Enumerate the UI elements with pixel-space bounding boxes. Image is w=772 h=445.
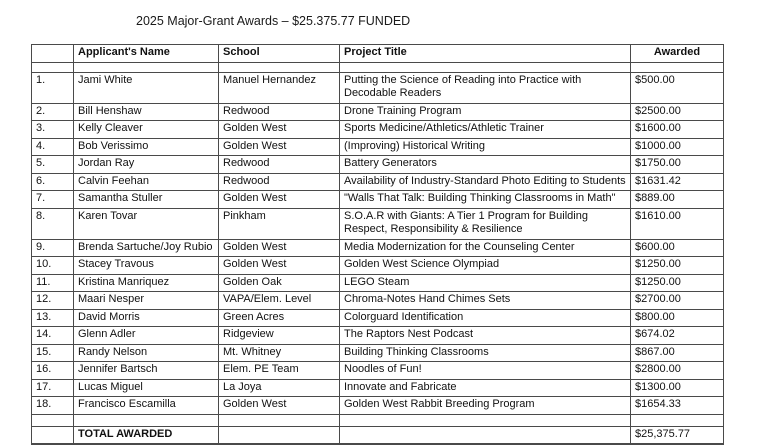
table-row [32, 257, 724, 275]
col-header-awarded: Awarded [631, 45, 724, 63]
school-cell: Golden West [219, 121, 340, 139]
table-row [32, 191, 724, 209]
school-cell: Green Acres [219, 309, 340, 327]
table-body [32, 72, 724, 414]
applicant-name-cell: Glenn Adler [74, 327, 219, 345]
row-number-cell: 4. [32, 138, 74, 156]
awarded-cell: $889.00 [631, 191, 724, 209]
applicant-name-cell: Bill Henshaw [74, 103, 219, 121]
project-title-cell: (Improving) Historical Writing [340, 138, 631, 156]
awarded-cell: $1631.42 [631, 173, 724, 191]
col-header-school: School [219, 45, 340, 63]
row-number-cell: 12. [32, 292, 74, 310]
row-number-cell: 10. [32, 257, 74, 275]
awarded-cell: $1000.00 [631, 138, 724, 156]
project-title-cell: Chroma-Notes Hand Chimes Sets [340, 292, 631, 310]
total-amount: $25,375.77 [631, 426, 724, 444]
applicant-name-cell: Jordan Ray [74, 156, 219, 174]
applicant-name-cell: Francisco Escamilla [74, 397, 219, 415]
applicant-name-cell: Jennifer Bartsch [74, 362, 219, 380]
applicant-name-cell: Bob Verissimo [74, 138, 219, 156]
total-row [32, 426, 724, 444]
col-header-applicant: Applicant's Name [74, 45, 219, 63]
page-title: 2025 Major-Grant Awards – $25.375.77 FUNDED [136, 14, 411, 28]
project-title-cell: Innovate and Fabricate [340, 379, 631, 397]
awarded-cell: $2800.00 [631, 362, 724, 380]
awarded-cell: $1250.00 [631, 257, 724, 275]
project-title-cell: Noodles of Fun! [340, 362, 631, 380]
project-title-cell: Drone Training Program [340, 103, 631, 121]
applicant-name-cell: Maari Nesper [74, 292, 219, 310]
school-cell: Elem. PE Team [219, 362, 340, 380]
awarded-cell: $800.00 [631, 309, 724, 327]
school-cell: Redwood [219, 173, 340, 191]
table-row [32, 173, 724, 191]
school-cell: Redwood [219, 156, 340, 174]
awarded-cell: $500.00 [631, 72, 724, 103]
awarded-cell: $1654.33 [631, 397, 724, 415]
awarded-cell: $1300.00 [631, 379, 724, 397]
row-number-cell: 18. [32, 397, 74, 415]
table-row [32, 103, 724, 121]
table-row [32, 309, 724, 327]
table-row [32, 156, 724, 174]
row-number-cell: 14. [32, 327, 74, 345]
project-title-cell: Availability of Industry-Standard Photo Editing to Students [340, 173, 631, 191]
applicant-name-cell: Kelly Cleaver [74, 121, 219, 139]
applicant-name-cell: Brenda Sartuche/Joy Rubio [74, 239, 219, 257]
school-cell: Golden West [219, 239, 340, 257]
project-title-cell: S.O.A.R with Giants: A Tier 1 Program for Building Respect, Responsibility & Resilience [340, 208, 631, 239]
school-cell: Manuel Hernandez [219, 72, 340, 103]
header-row [32, 45, 724, 63]
awarded-cell: $2700.00 [631, 292, 724, 310]
awarded-cell: $674.02 [631, 327, 724, 345]
school-cell: Golden West [219, 191, 340, 209]
table-row [32, 344, 724, 362]
col-header-project: Project Title [340, 45, 631, 63]
project-title-cell: Media Modernization for the Counseling Center [340, 239, 631, 257]
awards-table [31, 44, 724, 445]
project-title-cell: Putting the Science of Reading into Practice with Decodable Readers [340, 72, 631, 103]
spacer-row [32, 414, 724, 426]
col-header-number [32, 45, 74, 63]
row-number-cell: 9. [32, 239, 74, 257]
awarded-cell: $1250.00 [631, 274, 724, 292]
table-row [32, 362, 724, 380]
table-row [32, 121, 724, 139]
awarded-cell: $1610.00 [631, 208, 724, 239]
row-number-cell: 6. [32, 173, 74, 191]
school-cell: Pinkham [219, 208, 340, 239]
school-cell: Redwood [219, 103, 340, 121]
table-row [32, 274, 724, 292]
table-row [32, 208, 724, 239]
awarded-cell: $1750.00 [631, 156, 724, 174]
row-number-cell: 8. [32, 208, 74, 239]
document-page [0, 14, 772, 445]
project-title-cell: Colorguard Identification [340, 309, 631, 327]
school-cell: Golden West [219, 138, 340, 156]
school-cell [219, 426, 340, 444]
row-number-cell: 11. [32, 274, 74, 292]
applicant-name-cell: Jami White [74, 72, 219, 103]
project-title-cell: "Walls That Talk: Building Thinking Classrooms in Math" [340, 191, 631, 209]
row-number-cell: 16. [32, 362, 74, 380]
applicant-name-cell: Calvin Feehan [74, 173, 219, 191]
table-row [32, 72, 724, 103]
row-number-cell: 2. [32, 103, 74, 121]
row-number-cell: 7. [32, 191, 74, 209]
school-cell: Golden West [219, 397, 340, 415]
applicant-name-cell: Randy Nelson [74, 344, 219, 362]
spacer-row [32, 62, 724, 72]
table-row [32, 138, 724, 156]
table-row [32, 327, 724, 345]
project-title-cell [340, 426, 631, 444]
applicant-name-cell: Samantha Stuller [74, 191, 219, 209]
project-title-cell: LEGO Steam [340, 274, 631, 292]
project-title-cell: Sports Medicine/Athletics/Athletic Trainer [340, 121, 631, 139]
applicant-name-cell: Karen Tovar [74, 208, 219, 239]
table-row [32, 239, 724, 257]
school-cell: Ridgeview [219, 327, 340, 345]
table-row [32, 292, 724, 310]
school-cell: Mt. Whitney [219, 344, 340, 362]
row-number-cell: 13. [32, 309, 74, 327]
applicant-name-cell: Stacey Travous [74, 257, 219, 275]
school-cell: VAPA/Elem. Level [219, 292, 340, 310]
table-row [32, 397, 724, 415]
row-number-cell: 5. [32, 156, 74, 174]
project-title-cell: Golden West Science Olympiad [340, 257, 631, 275]
applicant-name-cell: Lucas Miguel [74, 379, 219, 397]
school-cell: Golden West [219, 257, 340, 275]
school-cell: La Joya [219, 379, 340, 397]
applicant-name-cell: David Morris [74, 309, 219, 327]
awarded-cell: $867.00 [631, 344, 724, 362]
awarded-cell: $1600.00 [631, 121, 724, 139]
awarded-cell: $600.00 [631, 239, 724, 257]
awarded-cell: $2500.00 [631, 103, 724, 121]
row-number-cell [32, 426, 74, 444]
row-number-cell: 1. [32, 72, 74, 103]
applicant-name-cell: Kristina Manriquez [74, 274, 219, 292]
project-title-cell: Building Thinking Classrooms [340, 344, 631, 362]
table-row [32, 379, 724, 397]
total-label: TOTAL AWARDED [74, 426, 219, 444]
project-title-cell: Battery Generators [340, 156, 631, 174]
school-cell: Golden Oak [219, 274, 340, 292]
project-title-cell: The Raptors Nest Podcast [340, 327, 631, 345]
row-number-cell: 17. [32, 379, 74, 397]
row-number-cell: 15. [32, 344, 74, 362]
row-number-cell: 3. [32, 121, 74, 139]
project-title-cell: Golden West Rabbit Breeding Program [340, 397, 631, 415]
